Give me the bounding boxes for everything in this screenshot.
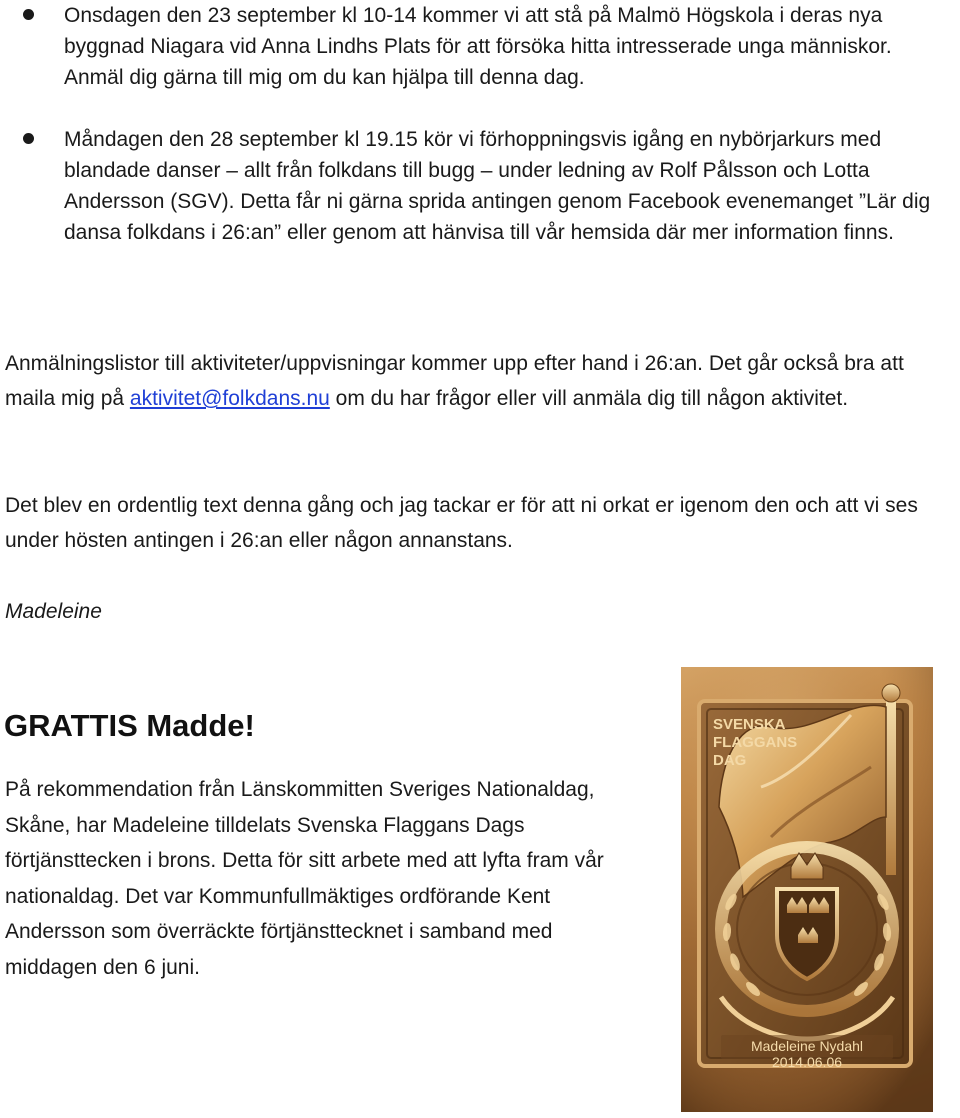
closing-paragraph: Det blev en ordentlig text denna gång och jag tackar er för att ni orkat er igenom den och att vi ses under hösten antingen i 26:an eller någon annanstans.: [5, 494, 918, 552]
list-item: [0, 0, 950, 93]
bullet-text-niagara: Onsdagen den 23 september kl 10-14 kommer vi att stå på Malmö Högskola i deras nya byggnad Niagara vid Anna Lindhs Plats för att försöka hitta intresserade unga människor. Anmäl dig gärna till mig om du kan hjälpa till denna dag.: [64, 4, 892, 89]
signature: Madeleine: [5, 600, 102, 623]
medal-engraving-name: Madeleine Nydahl: [750, 1038, 864, 1054]
medal-engraving-date: 2014.06.06: [771, 1054, 843, 1070]
bullet-text-nyborjarkurs: Måndagen den 28 september kl 19.15 kör vi förhoppningsvis igång en nybörjarkurs med blandade danser – allt från folkdans till bugg – under ledning av Rolf Pålsson och Lotta Andersson (SGV). Detta får ni gärna sprida antingen genom Facebook evenemanget ”Lär dig dansa folkdans i 26:an” eller genom att hänvisa till vår hemsida där mer information finns.: [64, 128, 931, 244]
signup-text-after: om du har frågor eller vill anmäla dig till någon aktivitet.: [329, 387, 849, 410]
bullet-icon: [23, 9, 34, 20]
medal-image: [681, 667, 933, 1112]
award-paragraph: På rekommendation från Länskommitten Sveriges Nationaldag, Skåne, har Madeleine tilldelats Svenska Flaggans Dags förtjänsttecken i brons. Detta för sitt arbete med att lyfta fram vår nationaldag. Det var Kommunfullmäktiges ordförande Kent Andersson som överräckte förtjänsttecknet i samband med middagen den 6 juni.: [5, 778, 604, 979]
email-link[interactable]: aktivitet@folkdans.nu: [129, 387, 330, 410]
medal-title-line3: DAG: [713, 752, 747, 769]
bullet-list: [0, 0, 950, 248]
medal-photo: [681, 667, 933, 1112]
medal-title-line2: FLAGGANS: [713, 734, 798, 751]
bullet-icon: [23, 133, 34, 144]
signup-text-before: Anmälningslistor till aktiviteter/uppvisningar kommer upp efter hand i 26:an. Det går också bra att maila mig på: [5, 352, 904, 410]
list-item: [0, 124, 950, 248]
medal-title-line1: SVENSKA: [713, 716, 786, 733]
congrats-heading: GRATTIS Madde!: [4, 708, 255, 743]
signup-paragraph: [5, 346, 955, 416]
